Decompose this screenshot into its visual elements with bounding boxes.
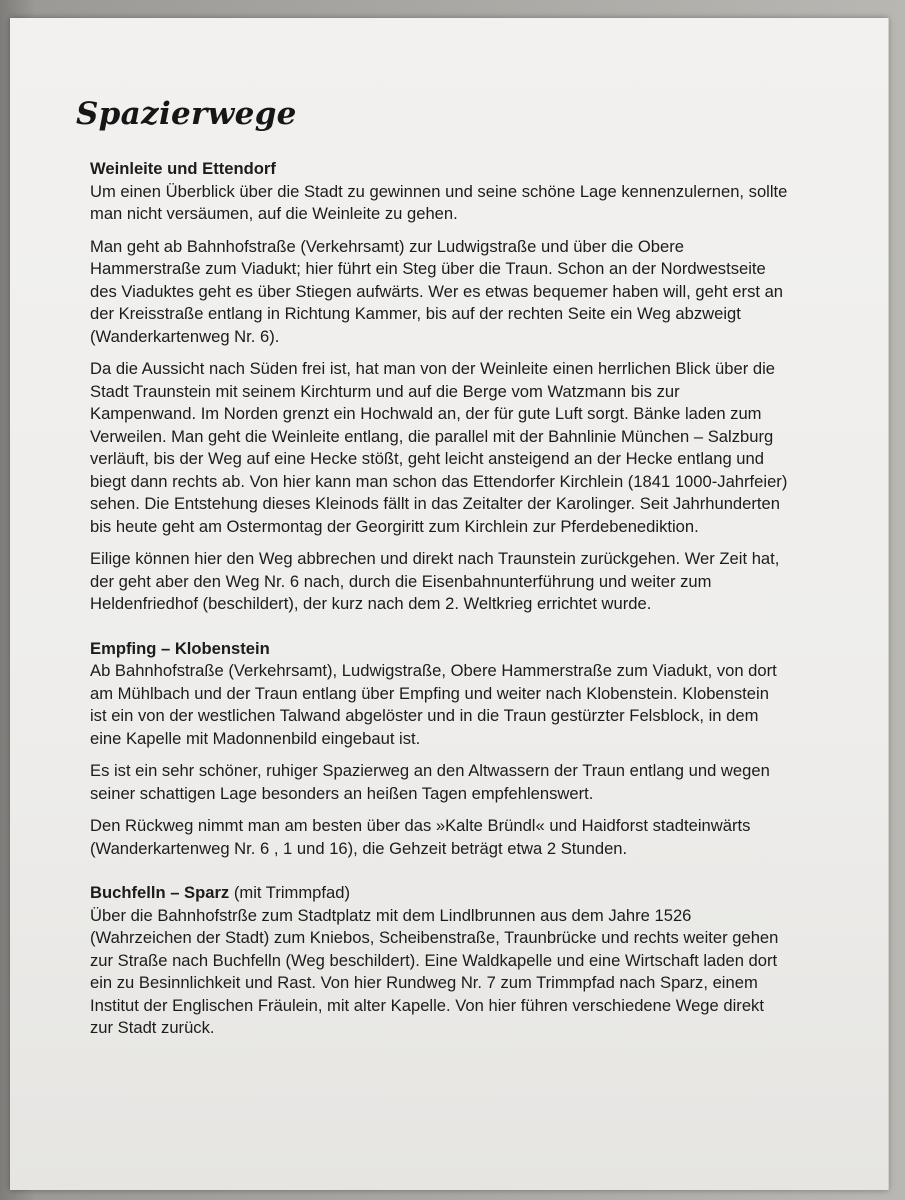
- paragraph: Man geht ab Bahnhofstraße (Verkehrsamt) zur Ludwigstraße und über die Obere Hammerstraße zum Viadukt; hier führt ein Steg über die Traun. Schon an der Nordwestseite des Viaduktes geht es über Stiegen aufwärts. Wer es etwas bequemer haben will, geht erst an der Kreisstraße entlang in Richtung Kammer, bis auf der rechten Seite ein Weg abzweigt (Wanderkartenweg Nr. 6).: [90, 236, 784, 346]
- paragraph: Den Rückweg nimmt man am besten über das »Kalte Bründl« und Haidforst stadteinwärts (Wanderkartenweg Nr. 6 , 1 und 16), die Gehzeit beträgt etwa 2 Stunden.: [90, 816, 751, 858]
- section-heading: [90, 882, 790, 905]
- section-heading: [90, 638, 790, 661]
- paragraph: Um einen Überblick über die Stadt zu gewinnen und seine schöne Lage kennenzulernen, sollte man nicht versäumen, auf die Weinleite zu gehen.: [90, 181, 788, 223]
- document-page: [10, 18, 888, 1190]
- paragraph: Eilige können hier den Weg abbrechen und direkt nach Traunstein zurückgehen. Wer Zeit hat, der geht aber den Weg Nr. 6 nach, durch die Eisenbahnunterführung und weiter zum Heldenfriedhof (beschildert), der kurz nach dem 2. Weltkrieg errichtet wurde.: [90, 549, 780, 613]
- paragraph: Es ist ein sehr schöner, ruhiger Spazierweg an den Altwassern der Traun entlang und wegen seiner schattigen Lage besonders an heißen Tagen empfehlenswert.: [90, 761, 770, 803]
- section-empfing: [90, 638, 790, 861]
- section-heading-text: Weinleite und Ettendorf: [90, 159, 276, 178]
- paragraph: Über die Bahnhofstrße zum Stadtplatz mit dem Lindlbrunnen aus dem Jahre 1526 (Wahrzeichen der Stadt) zum Kniebos, Scheibenstraße, Traunbrücke und rechts weiter gehen zur Straße nach Buchfelln (Weg beschildert). Eine Waldkapelle und eine Wirtschaft laden dort ein zu Besinnlichkeit und Rast. Von hier Rundweg Nr. 7 zum Trimmpfad nach Sparz, einem Institut der Englischen Fräulein, mit alter Kapelle. Von hier führen verschiedene Wege direkt zur Stadt zurück.: [90, 905, 779, 1037]
- section-heading: [90, 158, 790, 181]
- paragraph: Da die Aussicht nach Süden frei ist, hat man von der Weinleite einen herrlichen Blick über die Stadt Traunstein mit seinem Kirchturm und auf die Berge vom Watzmann bis zur Kampenwand. Im Norden grenzt ein Hochwald an, der für gute Luft sorgt. Bänke laden zum Verweilen. Man geht die Weinleite entlang, die parallel mit der Bahnlinie München – Salzburg verläuft, bis der Weg auf eine Hecke stößt, geht leicht ansteigend an der Hecke entlang und biegt dann rechts ab. Von hier kann man schon das Ettendorfer Kirchlein (1841 1000-Jahrfeier) sehen. Die Entstehung dieses Kleinods fällt in das Zeitalter der Karolinger. Seit Jahrhunderten bis heute geht am Ostermontag der Georgiritt zum Kirchlein zur Pferdebenediktion.: [90, 359, 788, 536]
- section-buchfelln: [90, 882, 790, 1040]
- section-weinleite: [90, 158, 790, 616]
- section-heading-text: Empfing – Klobenstein: [90, 638, 270, 658]
- document-body: [90, 158, 790, 1062]
- section-heading-text: Buchfelln – Sparz: [90, 883, 230, 902]
- page-title: Spazierwege: [76, 96, 297, 132]
- paragraph: Ab Bahnhofstraße (Verkehrsamt), Ludwigstraße, Obere Hammerstraße zum Viadukt, von dort am Mühlbach und der Traun entlang über Empfing und weiter nach Klobenstein. Klobenstein ist ein von der westlichen Talwand abgelöster und in die Traun gestürzter Felsblock, in dem eine Kapelle mit Madonnenbild eingebaut ist.: [90, 661, 777, 748]
- section-heading-suffix: (mit Trimmpfad): [229, 883, 351, 902]
